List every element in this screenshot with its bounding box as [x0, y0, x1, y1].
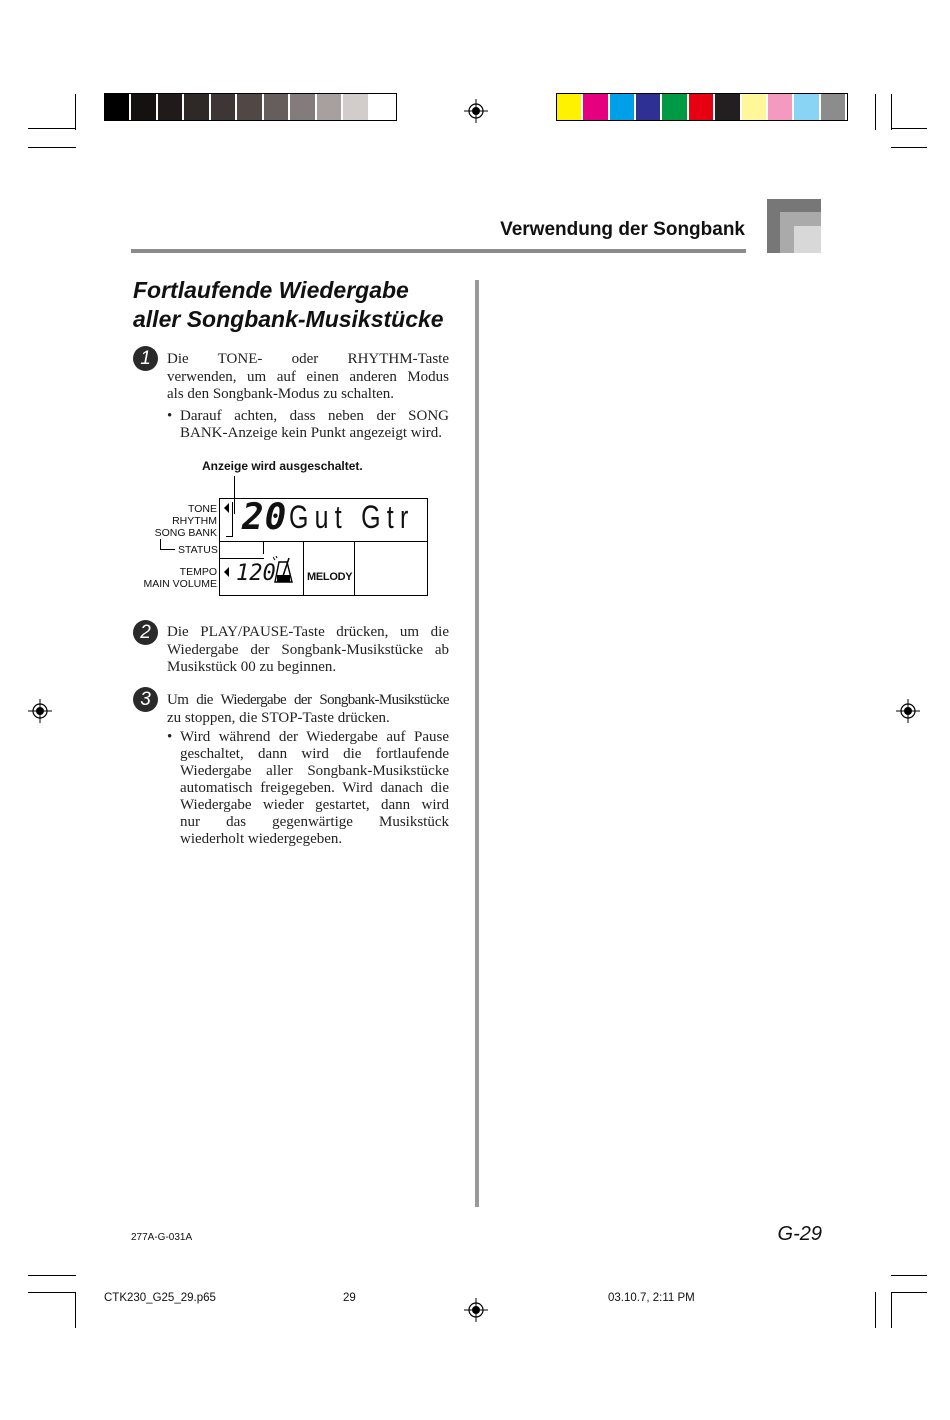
color-calibration-bar [556, 93, 848, 121]
indicator-arrow-icon [223, 503, 230, 513]
color-swatch [689, 94, 713, 120]
text-line: verwenden, um auf einen anderen Modus [167, 368, 449, 385]
crop-mark [891, 147, 927, 148]
bullet-dot: • [167, 729, 173, 745]
registration-mark-icon [28, 699, 52, 723]
heading-line1: Fortlaufende Wiedergabe [133, 277, 409, 303]
label-tone: TONE [188, 503, 217, 515]
lcd-divider [354, 541, 355, 595]
color-swatch [715, 94, 739, 120]
lcd-bracket [263, 542, 264, 554]
crop-mark [28, 128, 76, 129]
metronome-icon [273, 556, 295, 584]
color-swatch [794, 94, 818, 120]
lcd-bracket [232, 502, 233, 536]
color-swatch [821, 94, 845, 120]
step-number: 2 [133, 620, 158, 645]
color-swatch [662, 94, 686, 120]
crop-mark [28, 1275, 76, 1276]
color-swatch [237, 94, 261, 120]
color-swatch [768, 94, 792, 120]
text-line: automatisch freigegeben. Wird danach die [180, 780, 449, 796]
label-status: STATUS [178, 544, 218, 556]
text-line: BANK-Anzeige kein Punkt angezeigt wird. [180, 425, 443, 441]
color-swatch [290, 94, 314, 120]
crop-mark [891, 128, 927, 129]
text-line: zu stoppen, die STOP-Taste drücken. [167, 709, 390, 726]
step-1-text [167, 351, 449, 404]
color-swatch [583, 94, 607, 120]
text-line: Um die Wiedergabe der Songbank-Musikstücke [167, 692, 449, 708]
crop-mark [75, 1292, 76, 1328]
footer-date: 03.10.7, 2:11 PM [608, 1292, 695, 1304]
color-swatch [610, 94, 634, 120]
color-swatch [211, 94, 235, 120]
label-main-volume: MAIN VOLUME [143, 578, 217, 590]
registration-mark-icon [464, 1298, 488, 1322]
crop-mark [875, 1292, 876, 1328]
step-3-text [167, 692, 449, 727]
color-swatch [184, 94, 208, 120]
footer-filename: CTK230_G25_29.p65 [104, 1292, 216, 1304]
lcd-divider [303, 541, 304, 595]
color-swatch [557, 94, 581, 120]
registration-mark-icon [896, 699, 920, 723]
column-divider [475, 280, 479, 1207]
text-line: Wiedergabe aller Songbank-Musikstücke [180, 763, 449, 779]
crop-mark [891, 94, 892, 130]
color-swatch [636, 94, 660, 120]
label-tempo: TEMPO [179, 566, 217, 578]
crop-mark [75, 94, 76, 130]
color-swatch [105, 94, 129, 120]
lcd-melody: MELODY [307, 571, 353, 583]
lcd-bracket [226, 536, 233, 537]
text-line: Wiedergabe wieder gestartet, dann wird [180, 797, 449, 813]
crop-mark [891, 1275, 927, 1276]
label-song-bank: SONG BANK [154, 527, 217, 539]
color-swatch [158, 94, 182, 120]
heading-line2: aller Songbank-Musikstücke [133, 306, 444, 332]
bullet-dot: • [167, 408, 173, 424]
step-number: 3 [133, 687, 158, 712]
lcd-name: Gut Gtr [289, 499, 415, 535]
text-line: wiederholt wiedergegeben. [180, 831, 343, 847]
label-rhythm: RHYTHM [172, 515, 217, 527]
lcd-number: 20 [242, 497, 288, 538]
status-bracket-line [160, 549, 175, 550]
header-rule [131, 249, 746, 253]
lcd-tempo: 120 [236, 561, 276, 586]
registration-mark-icon [464, 99, 488, 123]
tab-marker [794, 226, 821, 253]
text-line: Darauf achten, dass neben der SONG [180, 408, 449, 424]
grayscale-calibration-bar [104, 93, 397, 121]
lcd-bracket [219, 558, 264, 559]
crop-mark [28, 1292, 76, 1293]
text-line: Wiedergabe der Songbank-Musikstücke ab [167, 641, 449, 658]
color-swatch [131, 94, 155, 120]
color-swatch [317, 94, 341, 120]
crop-mark [891, 1292, 927, 1293]
document-code: 277A-G-031A [131, 1232, 193, 1243]
color-swatch [343, 94, 367, 120]
lcd-divider [219, 541, 427, 542]
crop-mark [891, 1292, 892, 1328]
text-line: Die PLAY/PAUSE-Taste drücken, um die [167, 624, 449, 640]
display-callout: Anzeige wird ausgeschaltet. [202, 459, 363, 473]
text-line: nur das gegenwärtige Musikstück [180, 814, 449, 830]
step-2-text [167, 624, 449, 677]
indicator-arrow-icon [223, 567, 230, 577]
color-swatch [742, 94, 766, 120]
color-swatch [264, 94, 288, 120]
step-number: 1 [133, 346, 158, 371]
text-line: als den Songbank-Modus zu schalten. [167, 386, 395, 403]
section-title: Verwendung der Songbank [500, 219, 745, 240]
page-number: G-29 [777, 1223, 822, 1245]
footer-sheet-number: 29 [343, 1292, 356, 1304]
status-bracket-line [160, 539, 161, 549]
crop-mark [28, 147, 76, 148]
color-swatch [370, 94, 394, 120]
crop-mark [875, 94, 876, 130]
text-line: geschaltet, dann wird die fortlaufende [180, 746, 449, 762]
text-line: Die TONE- oder RHYTHM-Taste [167, 351, 449, 367]
text-line: Musikstück 00 zu beginnen. [167, 659, 337, 676]
text-line: Wird während der Wiedergabe auf Pause [180, 729, 449, 745]
